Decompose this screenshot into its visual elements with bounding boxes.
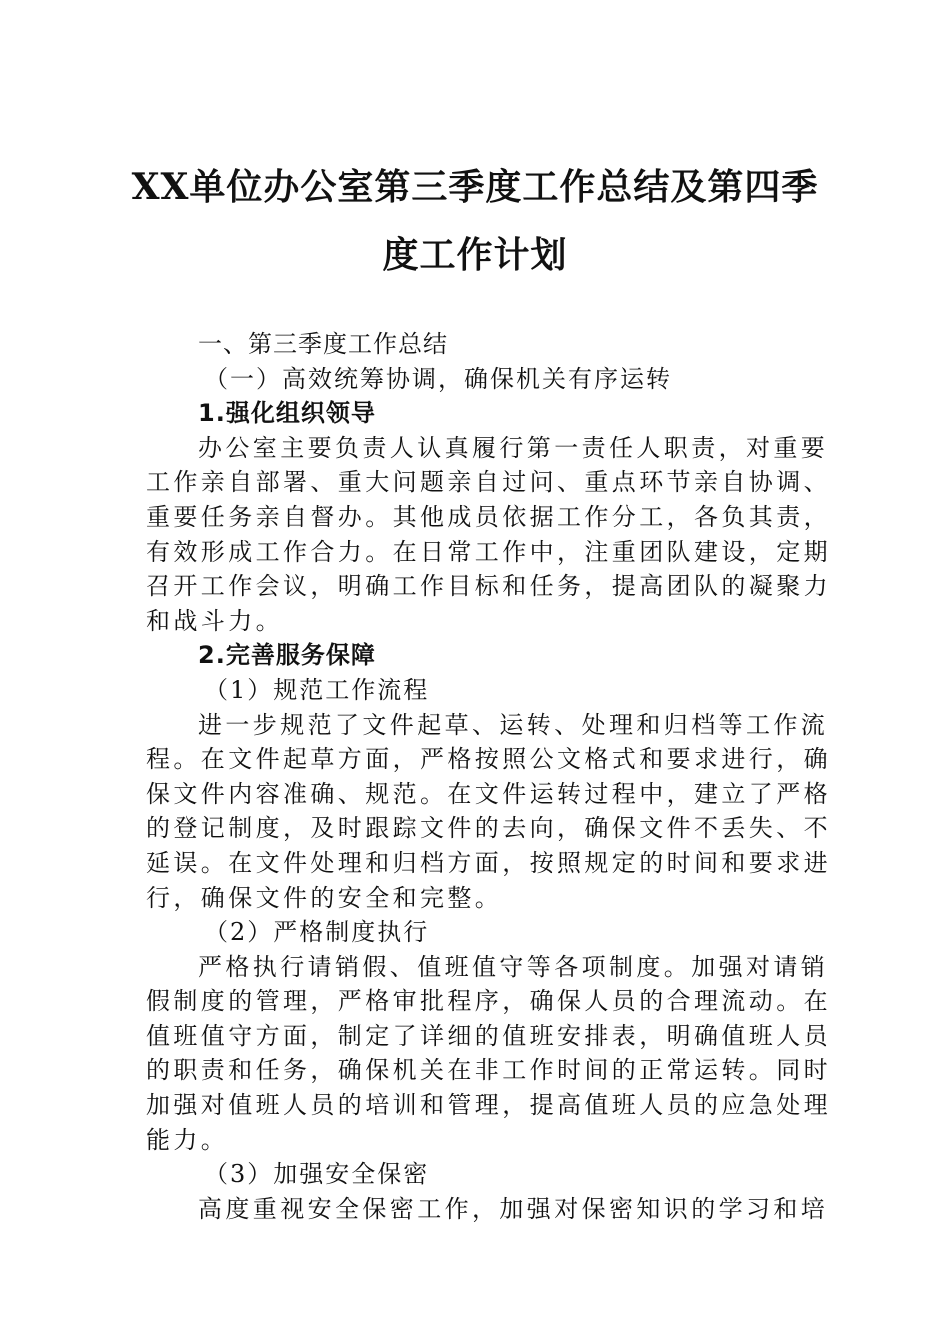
paragraph-line: 保文件内容准确、规范。在文件运转过程中，建立了严格	[146, 779, 831, 808]
document-title-line-2: 度工作计划	[382, 234, 568, 276]
paragraph-line: 的登记制度，及时跟踪文件的去向，确保文件不丢失、不	[146, 814, 831, 843]
paragraph-line: 和战斗力。	[146, 606, 283, 635]
paragraph-line: 加强对值班人员的培训和管理，提高值班人员的应急处理	[146, 1091, 831, 1120]
paragraph-line: 办公室主要负责人认真履行第一责任人职责，对重要	[198, 433, 829, 462]
document-body	[146, 327, 831, 1226]
subsection-heading-coordination: （一）高效统筹协调，确保机关有序运转	[204, 364, 672, 393]
numbered-heading-workflow: （1）规范工作流程	[204, 675, 430, 704]
item-heading-leadership: 1.强化组织领导	[198, 399, 376, 428]
paragraph-line: 程。在文件起草方面，严格按照公文格式和要求进行，确	[146, 745, 831, 774]
paragraph-line: 假制度的管理，严格审批程序，确保人员的合理流动。在	[146, 987, 831, 1016]
paragraph-line: 重要任务亲自督办。其他成员依据工作分工，各负其责，	[146, 502, 831, 531]
document-title-line-1: XX单位办公室第三季度工作总结及第四季	[131, 166, 819, 208]
paragraph-line: 延误。在文件处理和归档方面，按照规定的时间和要求进	[146, 848, 831, 877]
paragraph-line: 严格执行请销假、值班值守等各项制度。加强对请销	[198, 952, 829, 981]
paragraph-line: 能力。	[146, 1125, 229, 1154]
paragraph-line: 有效形成工作合力。在日常工作中，注重团队建设，定期	[146, 537, 831, 566]
paragraph-line: 进一步规范了文件起草、运转、处理和归档等工作流	[198, 710, 829, 739]
paragraph-line: 召开工作会议，明确工作目标和任务，提高团队的凝聚力	[146, 572, 831, 601]
paragraph-line: 值班值守方面，制定了详细的值班安排表，明确值班人员	[146, 1021, 831, 1050]
section-heading-summary: 一、第三季度工作总结	[198, 330, 448, 358]
paragraph-line: 高度重视安全保密工作，加强对保密知识的学习和培	[198, 1194, 829, 1223]
paragraph-line: 的职责和任务，确保机关在非工作时间的正常运转。同时	[146, 1056, 831, 1085]
numbered-heading-security: （3）加强安全保密	[204, 1160, 430, 1189]
numbered-heading-rules: （2）严格制度执行	[204, 918, 430, 947]
paragraph-line: 工作亲自部署、重大问题亲自过问、重点环节亲自协调、	[146, 468, 831, 497]
paragraph-line: 行，确保文件的安全和完整。	[146, 883, 503, 912]
item-heading-service: 2.完善服务保障	[198, 641, 376, 670]
